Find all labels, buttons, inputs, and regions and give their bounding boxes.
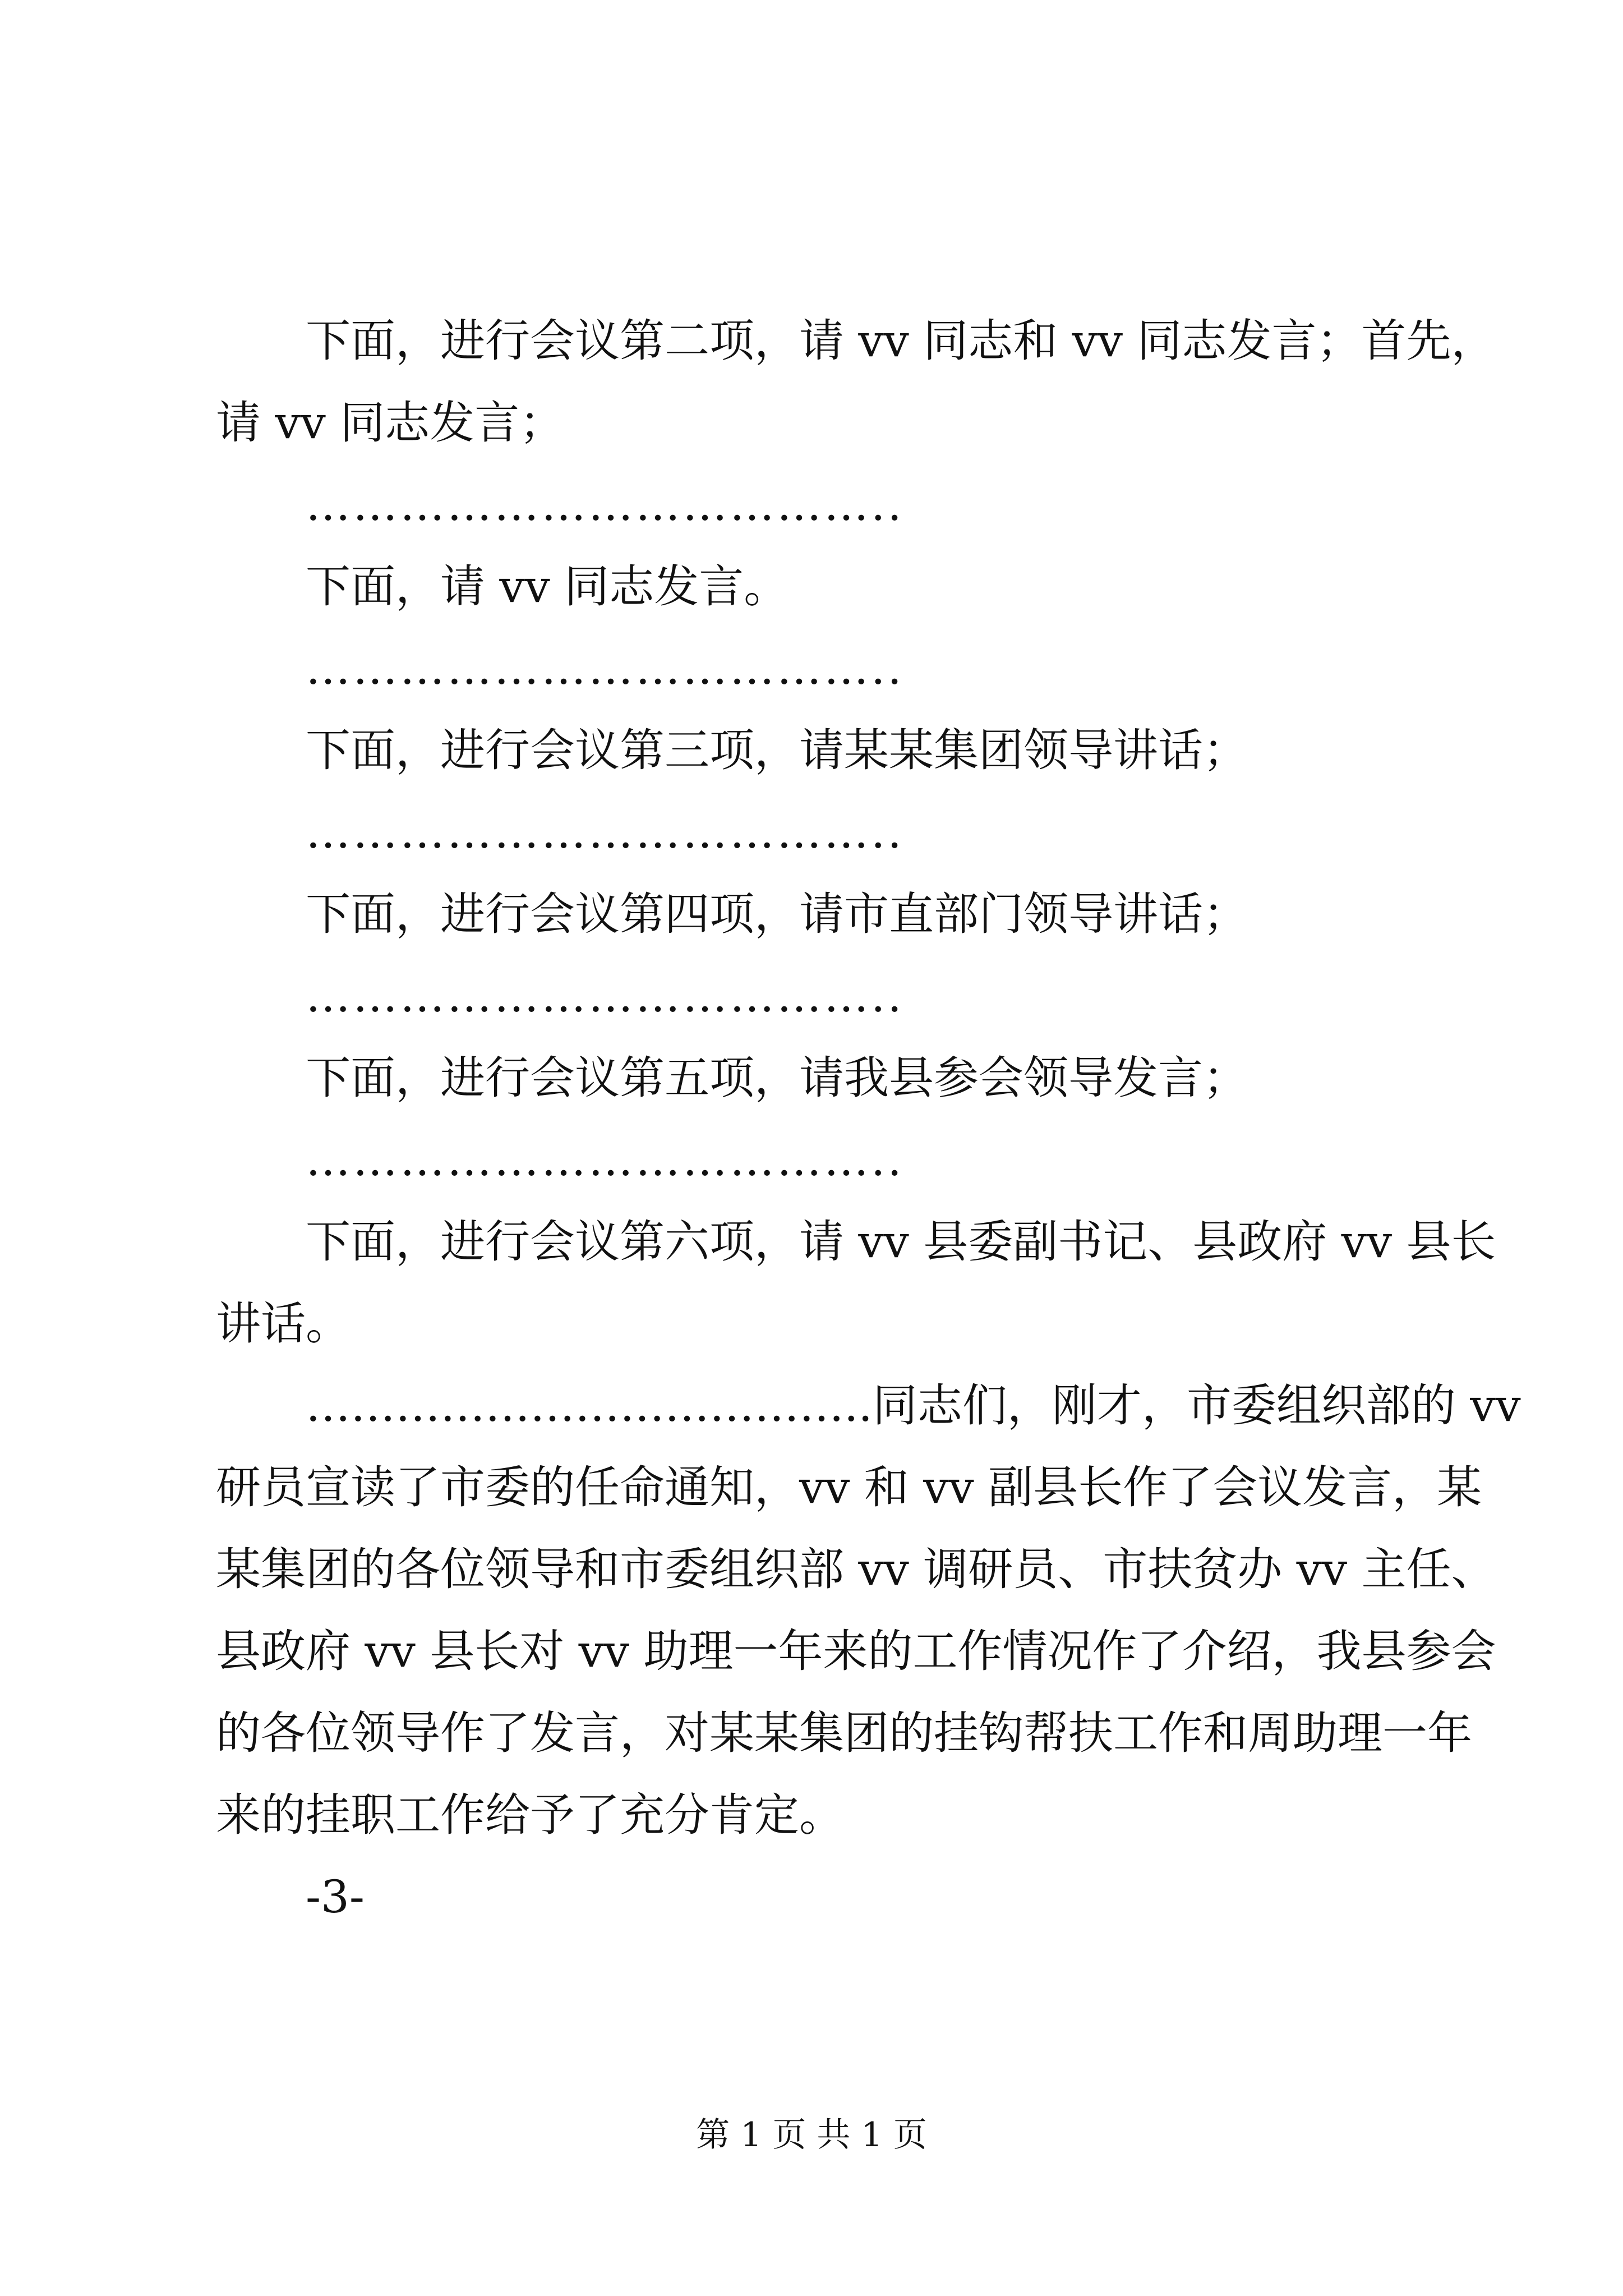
ellipsis-separator: ……………………………….. [306, 478, 904, 531]
ellipsis-separator: ……………………………….. [306, 642, 904, 694]
ellipsis-separator: ……………………………….. [306, 806, 904, 858]
closing-paragraph-line-1: ………………………………..同志们，刚才，市委组织部的 vv [306, 1379, 1521, 1432]
document-body [216, 300, 1521, 1938]
paragraph-2nd-item-line-1: 下面，进行会议第二项，请 vv 同志和 vv 同志发言；首先， [306, 315, 1496, 367]
paragraph-6th-item-line-2: 讲话。 [216, 1297, 351, 1350]
closing-paragraph-line-6: 来的挂职工作给予了充分肯定。 [216, 1789, 844, 1841]
closing-paragraph-line-3: 某集团的各位领导和市委组织部 vv 调研员、市扶贫办 vv 主任、 [216, 1543, 1496, 1595]
paragraph-2nd-item-line-2: 请 vv 同志发言； [216, 397, 565, 449]
page-number: -3- [306, 1871, 365, 1923]
ellipsis-separator: ……………………………….. [306, 970, 904, 1022]
paragraph-3rd-item: 下面，进行会议第三项，请某某集团领导讲话； [306, 724, 1248, 776]
closing-paragraph-line-2: 研员宣读了市委的任命通知，vv 和 vv 副县长作了会议发言，某 [216, 1461, 1482, 1513]
closing-paragraph-line-4: 县政府 vv 县长对 vv 助理一年来的工作情况作了介绍，我县参会 [216, 1625, 1496, 1677]
closing-paragraph-line-5: 的各位领导作了发言，对某某集团的挂钩帮扶工作和周助理一年 [216, 1707, 1472, 1759]
paragraph-second-speaker: 下面，请 vv 同志发言。 [306, 560, 789, 613]
paragraph-4th-item: 下面，进行会议第四项，请市直部门领导讲话； [306, 888, 1248, 940]
page-footer: 第 1 页 共 1 页 [696, 2115, 927, 2155]
paragraph-5th-item: 下面，进行会议第五项，请我县参会领导发言； [306, 1052, 1248, 1104]
ellipsis-separator: ……………………………….. [306, 1134, 904, 1186]
paragraph-6th-item-line-1: 下面，进行会议第六项，请 vv 县委副书记、县政府 vv 县长 [306, 1216, 1496, 1268]
